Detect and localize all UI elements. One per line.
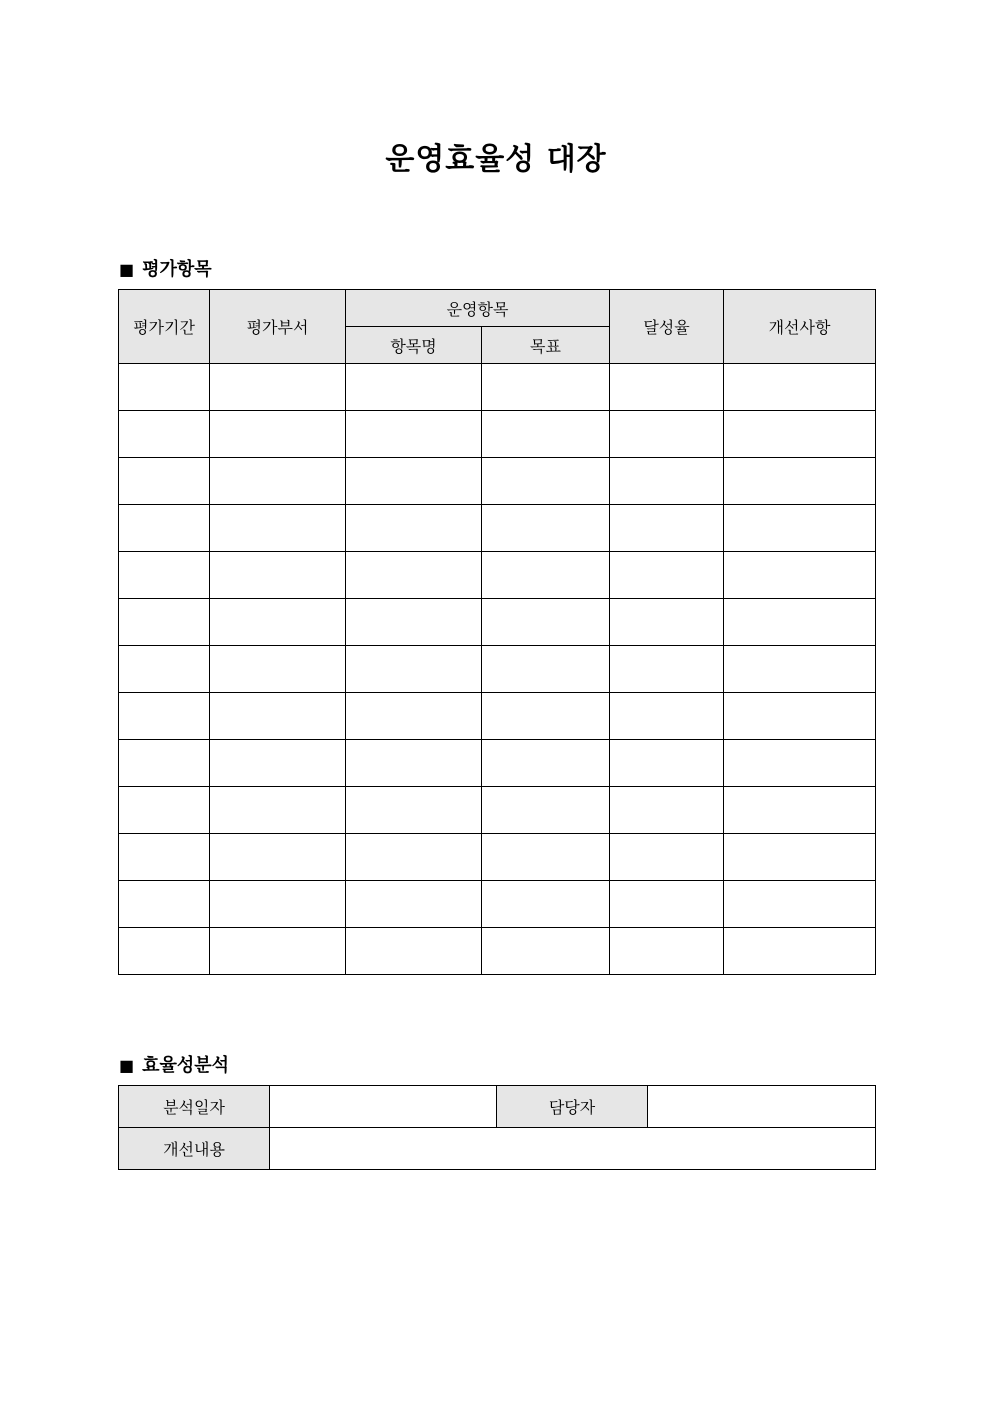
- improvements-cell[interactable]: [724, 411, 876, 458]
- header-achievement-rate: 달성율: [610, 290, 724, 364]
- item-name-cell[interactable]: [346, 364, 482, 411]
- target-cell[interactable]: [482, 740, 610, 787]
- achievement-rate-cell[interactable]: [610, 458, 724, 505]
- achievement-rate-cell[interactable]: [610, 411, 724, 458]
- table-row: [119, 646, 876, 693]
- period-cell[interactable]: [119, 364, 210, 411]
- department-cell[interactable]: [210, 505, 346, 552]
- square-bullet-icon: ■: [119, 260, 135, 279]
- achievement-rate-cell[interactable]: [610, 693, 724, 740]
- header-target: 목표: [482, 327, 610, 364]
- department-cell[interactable]: [210, 740, 346, 787]
- section-heading-evaluation-label: 평가항목: [142, 259, 212, 280]
- achievement-rate-cell[interactable]: [610, 787, 724, 834]
- period-cell[interactable]: [119, 787, 210, 834]
- target-cell[interactable]: [482, 646, 610, 693]
- period-cell[interactable]: [119, 740, 210, 787]
- item-name-cell[interactable]: [346, 458, 482, 505]
- department-cell[interactable]: [210, 646, 346, 693]
- document-title: 운영효율성 대장: [385, 142, 607, 177]
- field-person-in-charge[interactable]: [648, 1086, 876, 1128]
- table-row: [119, 599, 876, 646]
- target-cell[interactable]: [482, 787, 610, 834]
- header-improvements: 개선사항: [724, 290, 876, 364]
- evaluation-table-body: [119, 364, 876, 975]
- section-heading-evaluation: [119, 255, 212, 281]
- improvements-cell[interactable]: [724, 693, 876, 740]
- achievement-rate-cell[interactable]: [610, 552, 724, 599]
- target-cell[interactable]: [482, 693, 610, 740]
- achievement-rate-cell[interactable]: [610, 646, 724, 693]
- table-row: [119, 458, 876, 505]
- period-cell[interactable]: [119, 599, 210, 646]
- header-department: 평가부서: [210, 290, 346, 364]
- header-operation-items: 운영항목: [346, 290, 610, 327]
- item-name-cell[interactable]: [346, 552, 482, 599]
- target-cell[interactable]: [482, 599, 610, 646]
- item-name-cell[interactable]: [346, 787, 482, 834]
- period-cell[interactable]: [119, 552, 210, 599]
- improvements-cell[interactable]: [724, 505, 876, 552]
- item-name-cell[interactable]: [346, 411, 482, 458]
- field-improvement-content[interactable]: [270, 1128, 876, 1170]
- department-cell[interactable]: [210, 552, 346, 599]
- target-cell[interactable]: [482, 928, 610, 975]
- achievement-rate-cell[interactable]: [610, 364, 724, 411]
- target-cell[interactable]: [482, 834, 610, 881]
- achievement-rate-cell[interactable]: [610, 834, 724, 881]
- item-name-cell[interactable]: [346, 693, 482, 740]
- square-bullet-icon: ■: [119, 1056, 135, 1075]
- improvements-cell[interactable]: [724, 599, 876, 646]
- period-cell[interactable]: [119, 505, 210, 552]
- department-cell[interactable]: [210, 599, 346, 646]
- table-row: [119, 740, 876, 787]
- item-name-cell[interactable]: [346, 740, 482, 787]
- department-cell[interactable]: [210, 834, 346, 881]
- period-cell[interactable]: [119, 458, 210, 505]
- achievement-rate-cell[interactable]: [610, 881, 724, 928]
- item-name-cell[interactable]: [346, 834, 482, 881]
- department-cell[interactable]: [210, 693, 346, 740]
- item-name-cell[interactable]: [346, 646, 482, 693]
- label-person-in-charge: 담당자: [497, 1086, 648, 1128]
- table-row: [119, 411, 876, 458]
- achievement-rate-cell[interactable]: [610, 599, 724, 646]
- item-name-cell[interactable]: [346, 599, 482, 646]
- table-row: [119, 364, 876, 411]
- improvements-cell[interactable]: [724, 834, 876, 881]
- achievement-rate-cell[interactable]: [610, 928, 724, 975]
- improvements-cell[interactable]: [724, 928, 876, 975]
- target-cell[interactable]: [482, 505, 610, 552]
- period-cell[interactable]: [119, 834, 210, 881]
- period-cell[interactable]: [119, 928, 210, 975]
- target-cell[interactable]: [482, 881, 610, 928]
- target-cell[interactable]: [482, 364, 610, 411]
- department-cell[interactable]: [210, 458, 346, 505]
- improvements-cell[interactable]: [724, 740, 876, 787]
- label-improvement-content: 개선내용: [119, 1128, 270, 1170]
- table-row: [119, 928, 876, 975]
- section-heading-analysis: [119, 1051, 229, 1077]
- period-cell[interactable]: [119, 646, 210, 693]
- department-cell[interactable]: [210, 411, 346, 458]
- improvements-cell[interactable]: [724, 364, 876, 411]
- table-row: [119, 693, 876, 740]
- target-cell[interactable]: [482, 458, 610, 505]
- table-row: [119, 787, 876, 834]
- item-name-cell[interactable]: [346, 505, 482, 552]
- target-cell[interactable]: [482, 411, 610, 458]
- achievement-rate-cell[interactable]: [610, 740, 724, 787]
- field-analysis-date[interactable]: [270, 1086, 497, 1128]
- label-analysis-date: 분석일자: [119, 1086, 270, 1128]
- improvements-cell[interactable]: [724, 787, 876, 834]
- department-cell[interactable]: [210, 787, 346, 834]
- period-cell[interactable]: [119, 881, 210, 928]
- department-cell[interactable]: [210, 364, 346, 411]
- section-heading-analysis-label: 효율성분석: [142, 1055, 230, 1076]
- achievement-rate-cell[interactable]: [610, 505, 724, 552]
- improvements-cell[interactable]: [724, 552, 876, 599]
- analysis-table: [118, 1085, 876, 1170]
- item-name-cell[interactable]: [346, 881, 482, 928]
- improvements-cell[interactable]: [724, 458, 876, 505]
- evaluation-table: [118, 289, 876, 975]
- department-cell[interactable]: [210, 928, 346, 975]
- header-period: 평가기간: [119, 290, 210, 364]
- target-cell[interactable]: [482, 552, 610, 599]
- improvements-cell[interactable]: [724, 881, 876, 928]
- improvements-cell[interactable]: [724, 646, 876, 693]
- table-row: [119, 834, 876, 881]
- table-row: [119, 881, 876, 928]
- table-row: [119, 552, 876, 599]
- header-item-name: 항목명: [346, 327, 482, 364]
- period-cell[interactable]: [119, 411, 210, 458]
- table-row: [119, 505, 876, 552]
- period-cell[interactable]: [119, 693, 210, 740]
- item-name-cell[interactable]: [346, 928, 482, 975]
- department-cell[interactable]: [210, 881, 346, 928]
